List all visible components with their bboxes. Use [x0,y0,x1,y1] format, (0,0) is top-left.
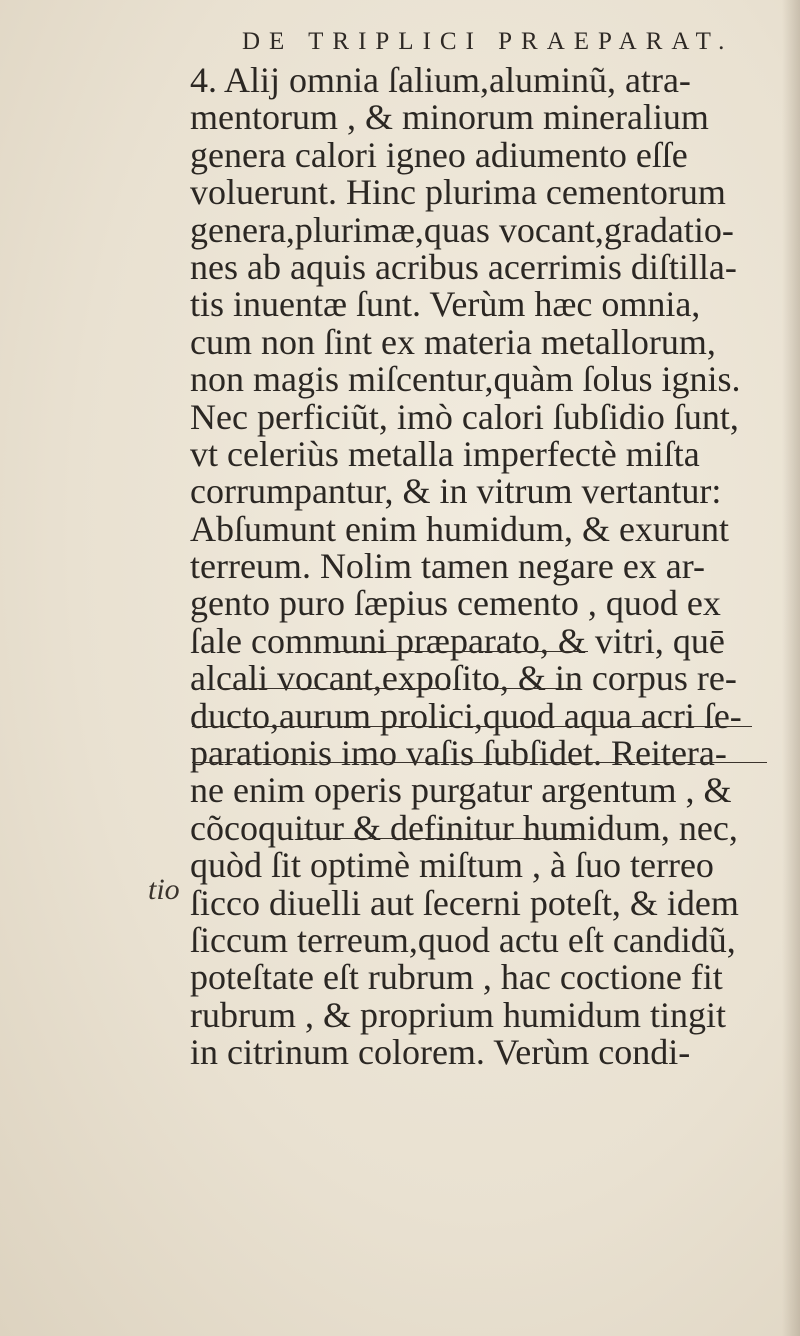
text-line: cõcoquitur & definitur humidum, nec, [190,807,738,848]
text-line: 4. Alij omnia ſalium,aluminũ, atra- [190,60,691,100]
text-line: genera,plurimæ,quas vocant,gradatio- [190,209,734,250]
text-line: nes ab aquis acribus acerrimis diſtilla- [190,246,737,287]
underline-mark [338,651,588,652]
underline-mark [192,762,767,763]
text-line: cum non ſint ex materia metallorum, [190,321,716,362]
text-line: ſale communi præparato, & vitri, quē [190,620,725,661]
text-line: corrumpantur, & in vitrum vertantur: [190,471,722,512]
text-line: tis inuentæ ſunt. Verùm hæc omnia, [190,284,701,325]
underline-mark [480,688,580,689]
underline-mark [300,838,580,839]
body-text [190,62,780,1072]
margin-note: tio [148,873,180,906]
text-line: Abſumunt enim humidum, & exurunt [190,508,729,549]
text-line: ſiccum terreum,quod actu eſt candidũ, [190,919,736,960]
text-line: ne enim operis purgatur argentum , & [190,770,732,811]
text-line: parationis imo vaſis ſubſidet. Reitera- [190,733,727,774]
text-line: rubrum , & proprium humidum tingit [190,994,726,1035]
text-line: voluerunt. Hinc plurima cementorum [190,172,726,213]
text-line: terreum. Nolim tamen negare ex ar- [190,546,706,587]
text-line: alcali vocant,expoſito, & in corpus re- [190,658,737,699]
text-line: vt celeriùs metalla imperfectè miſta [190,433,700,474]
text-line: Nec perficiũt, imò calori ſubſidio ſunt, [190,396,739,437]
underline-mark [220,688,450,689]
running-head: DE TRIPLICI PRAEPARAT. [242,28,734,55]
underline-mark [192,726,752,727]
text-line: ducto,aurum prolici,quod aqua acri ſe- [190,695,742,736]
text-line: non magis miſcentur,quàm ſolus ignis. [190,359,741,400]
text-line: poteſtate eſt rubrum , hac coctione fit [190,957,723,998]
text-line: gento puro ſæpius cemento , quod ex [190,583,721,624]
text-line: quòd ſit optimè miſtum , à ſuo terreo [190,845,714,886]
text-line: in citrinum colorem. Verùm condi- [190,1032,691,1073]
text-line: genera calori igneo adiumento eſſe [190,134,688,175]
text-line: ſicco diuelli aut ſecerni poteſt, & idem [190,882,739,923]
text-line: mentorum , & minorum mineralium [190,97,709,138]
page-edge-shadow [782,0,800,1336]
